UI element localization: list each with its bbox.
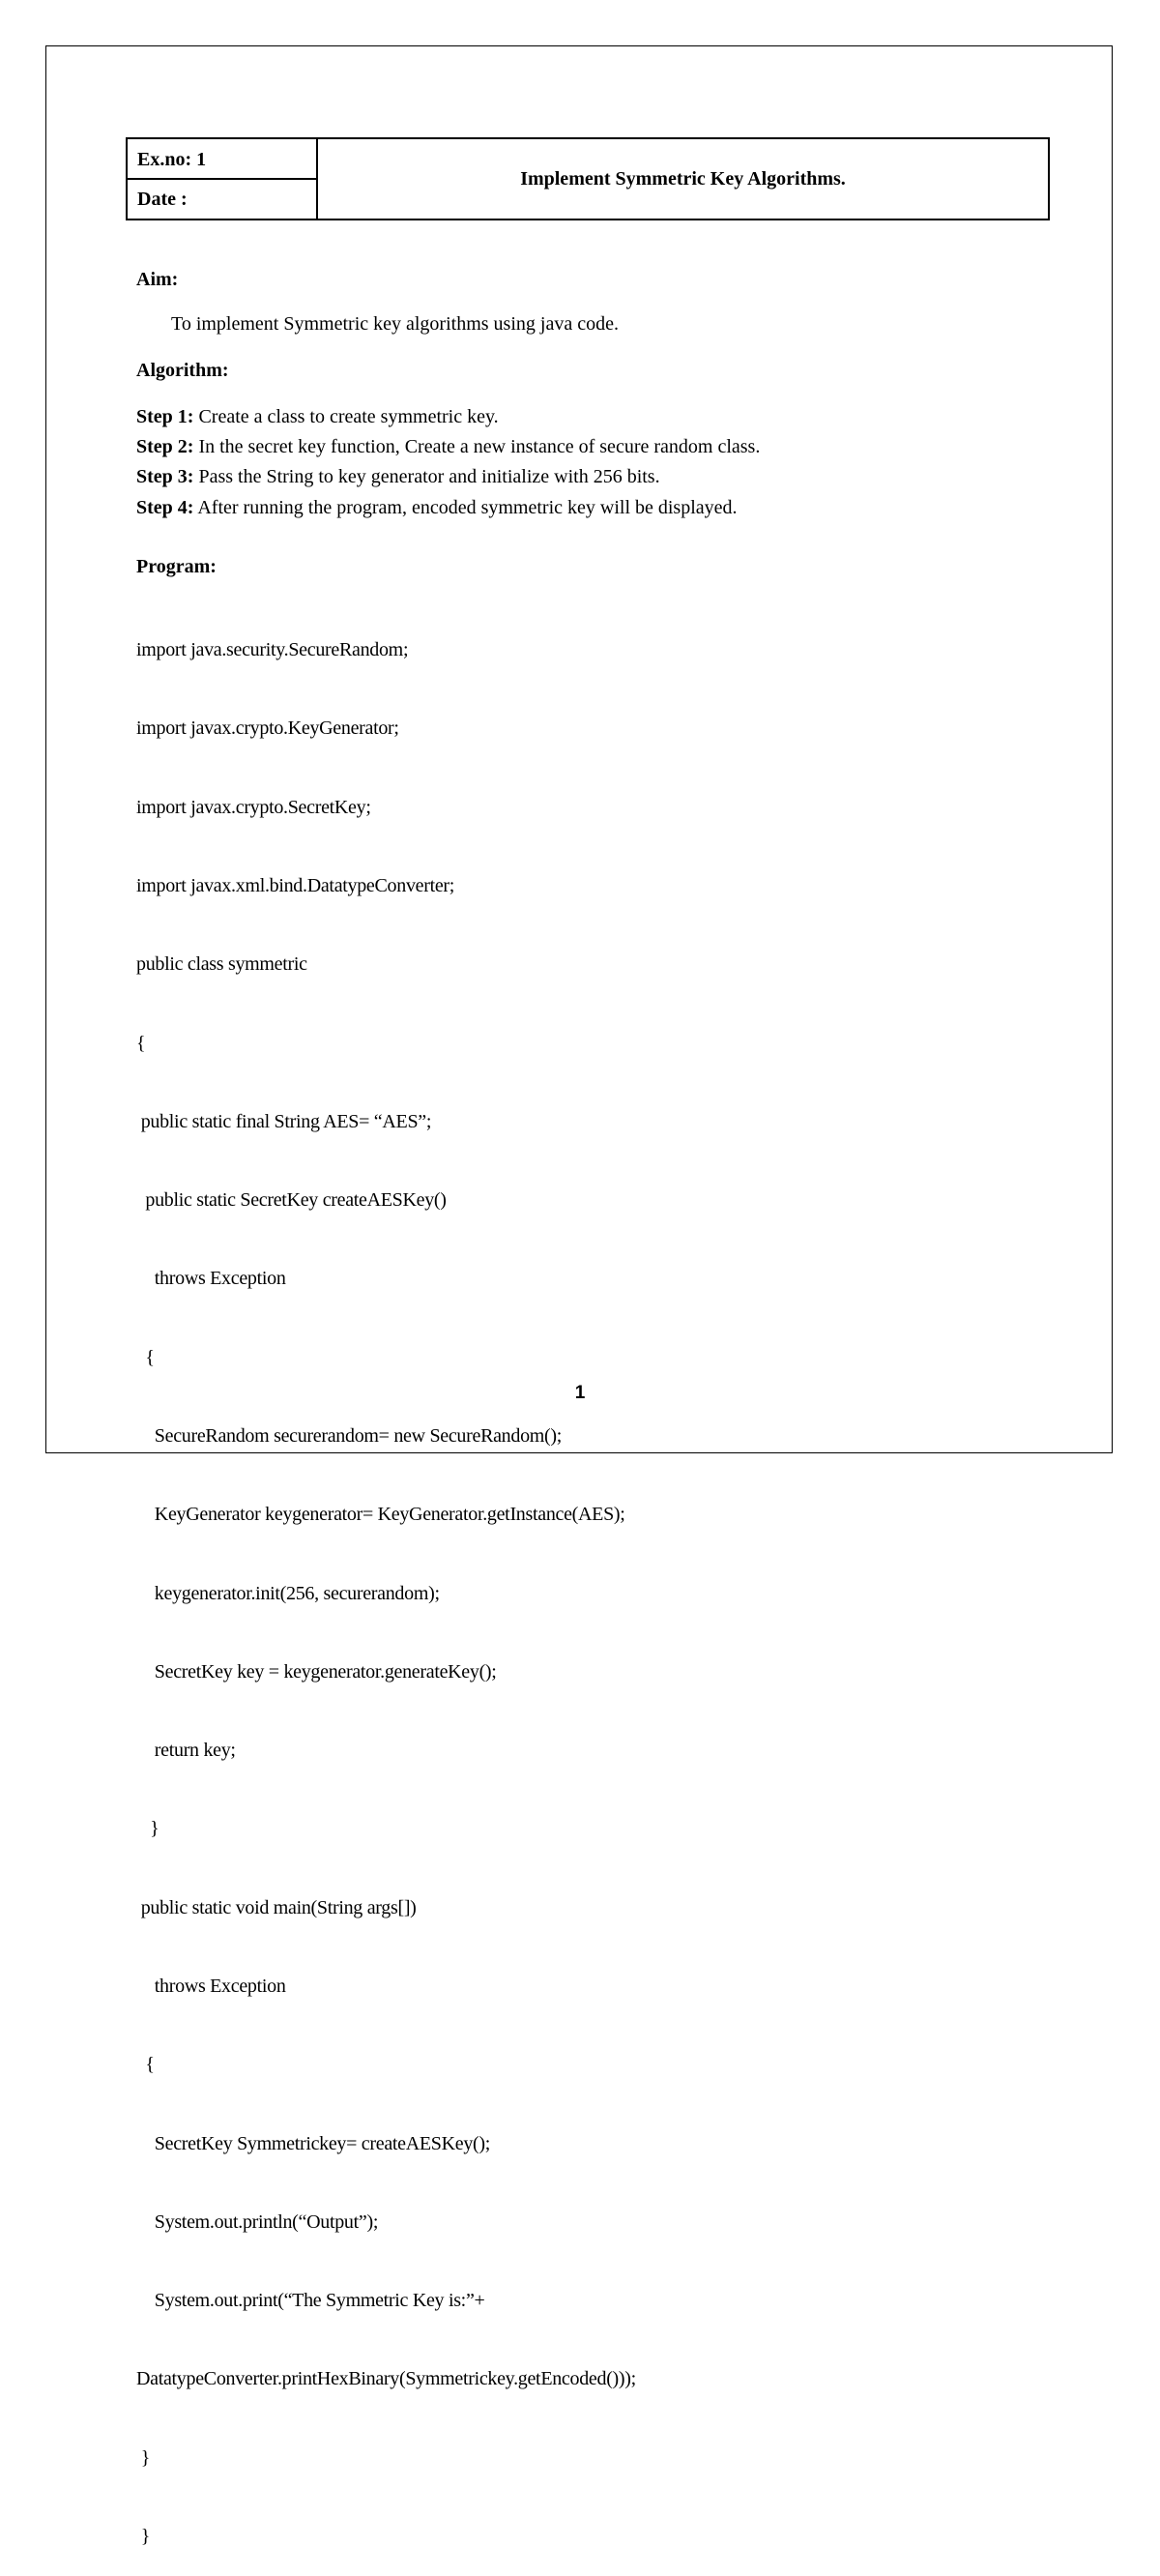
program-heading: Program: [136,556,217,577]
code-line: System.out.print(“The Symmetric Key is:”+ [136,2290,485,2312]
step-label: Step 2: [136,436,194,457]
code-line: public static void main(String args[]) [136,1896,417,1918]
algorithm-step [136,466,660,488]
date-field: Date : [137,189,188,210]
aim-heading: Aim: [136,269,179,290]
page-title: Implement Symmetric Key Algorithms. [520,167,846,190]
code-line: } [136,1818,160,1840]
code-line: public class symmetric [136,953,307,976]
step-label: Step 4: [136,497,194,518]
code-line: keygenerator.init(256, securerandom); [136,1582,440,1604]
code-line: public static final String AES= “AES”; [136,1110,432,1132]
code-line: } [136,2446,150,2469]
code-line: SecureRandom securerandom= new SecureRandom(); [136,1425,563,1447]
step-text: After running the program, encoded symmetric key will be displayed. [193,497,738,518]
code-line: throws Exception [136,1268,286,1290]
code-line: import java.security.SecureRandom; [136,639,409,661]
code-line: public static SecretKey createAESKey() [136,1189,447,1212]
step-label: Step 1: [136,406,194,427]
code-line: SecretKey Symmetrickey= createAESKey(); [136,2132,491,2154]
code-line: System.out.println(“Output”); [136,2210,379,2233]
step-text: In the secret key function, Create a new instance of secure random class. [193,436,761,457]
code-line: throws Exception [136,1975,286,1997]
code-line: { [136,2054,155,2076]
code-line: import javax.xml.bind.DatatypeConverter; [136,875,455,897]
code-line: DatatypeConverter.printHexBinary(Symmetrickey.getEncoded())); [136,2368,636,2390]
code-line: } [136,2525,150,2547]
algorithm-step [136,497,738,519]
algorithm-step [136,406,499,428]
code-line: KeyGenerator keygenerator= KeyGenerator.getInstance(AES); [136,1504,625,1526]
code-line: SecretKey key = keygenerator.generateKey(); [136,1660,497,1683]
step-text: Create a class to create symmetric key. [193,406,499,427]
code-line: return key; [136,1740,236,1762]
aim-text: To implement Symmetric key algorithms using java code. [171,313,619,335]
program-code [136,585,636,2576]
algorithm-heading: Algorithm: [136,360,229,381]
code-line: import javax.crypto.SecretKey; [136,796,371,818]
header-table [126,137,1050,220]
algorithm-step [136,436,760,458]
code-line: { [136,1346,155,1368]
step-text: Pass the String to key generator and initialize with 256 bits. [193,466,660,487]
code-line: { [136,1032,146,1054]
code-line: import javax.crypto.KeyGenerator; [136,717,399,740]
page-number: 1 [574,1383,586,1403]
step-label: Step 3: [136,466,194,487]
exercise-number: Ex.no: 1 [128,139,316,180]
header-left-column [128,139,318,219]
